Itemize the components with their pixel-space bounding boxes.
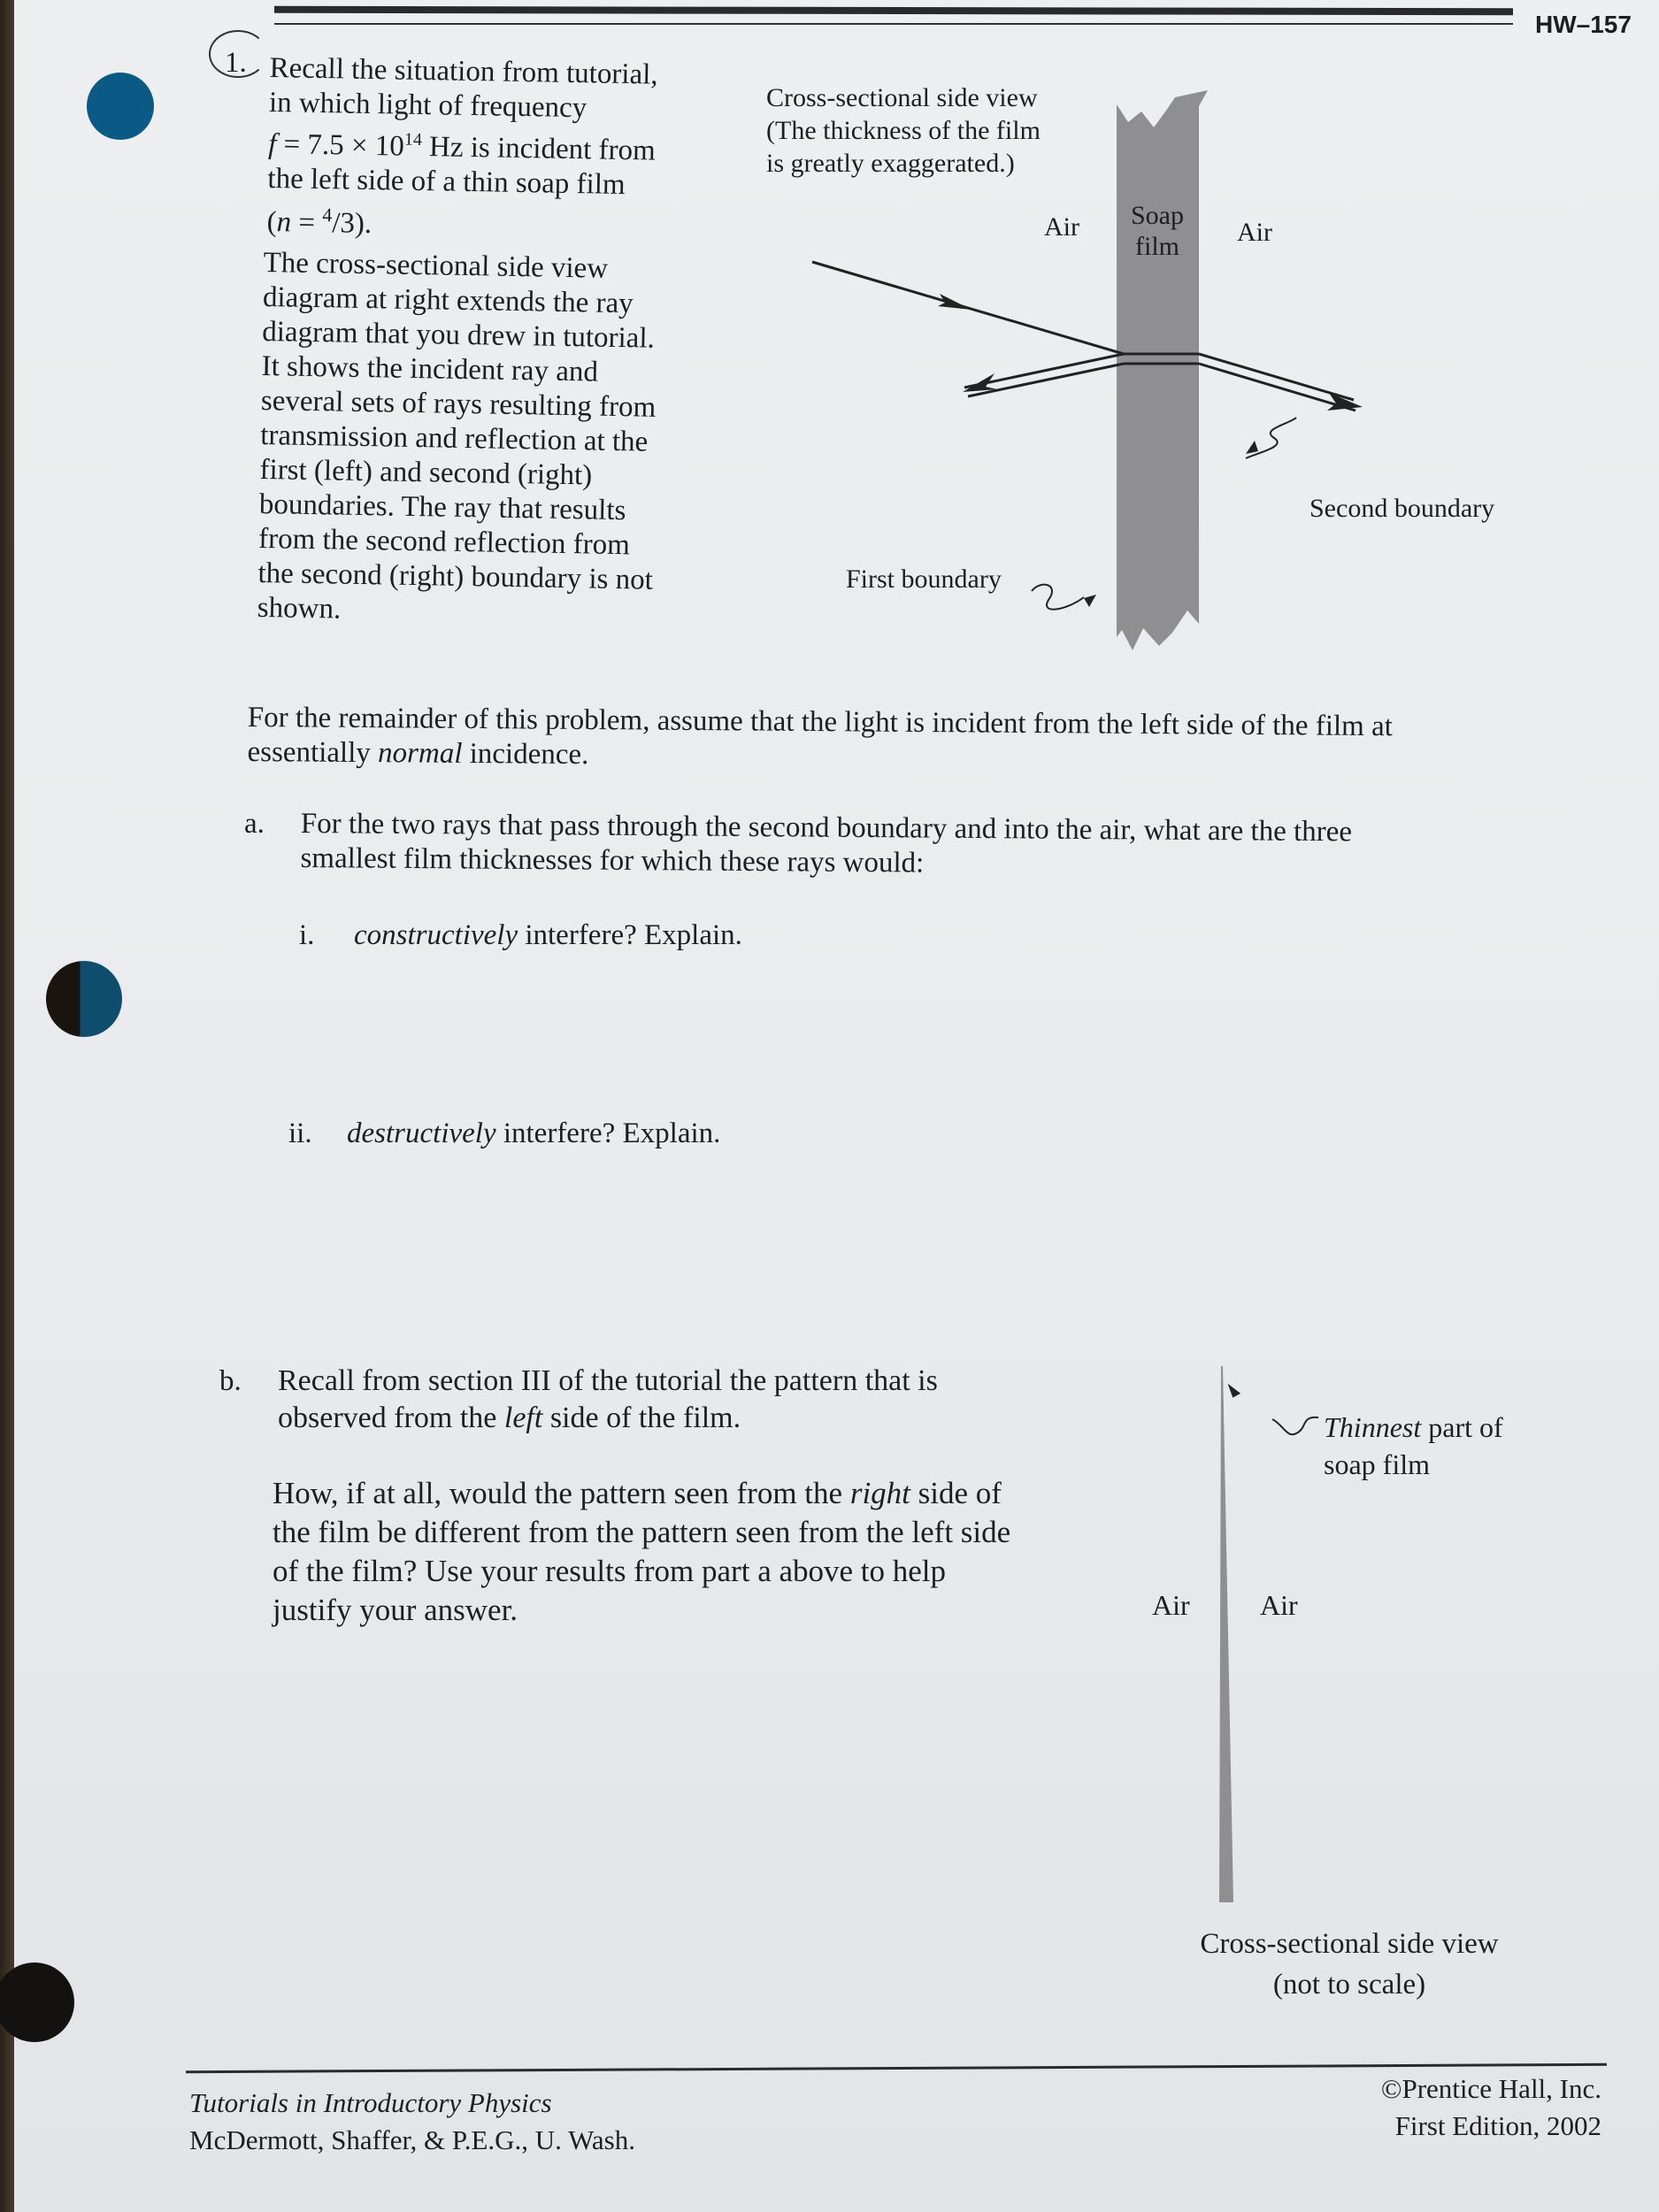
- part-a-ii-text: destructively interfere? Explain.: [347, 1118, 721, 1149]
- problem-number: 1.: [225, 47, 247, 79]
- remainder-line: For the remainder of this problem, assume that the light is incident from the left side of the film at: [247, 701, 1393, 743]
- second-boundary-label: Second boundary: [1310, 494, 1495, 523]
- caption-line: (not to scale): [1272, 1969, 1426, 2001]
- part-a-text: [300, 807, 1352, 884]
- caption-line: (The thickness of the film: [766, 116, 1041, 145]
- caption-line: Cross-sectional side view: [766, 83, 1038, 112]
- remainder-line-2: essentially normal incidence.: [247, 735, 589, 772]
- air-left-label-2: Air: [1152, 1589, 1190, 1621]
- part-b-text: [278, 1363, 938, 1437]
- part-b-line: Recall from section III of the tutorial the pattern that is: [278, 1364, 938, 1397]
- intro-text: [266, 51, 658, 247]
- intro-line-5: (n = $^4$/3).: [266, 204, 373, 241]
- book-title: Tutorials in Introductory Physics: [189, 2087, 552, 2118]
- footer-right: [1354, 2070, 1601, 2145]
- desc-line: several sets of rays resulting from: [260, 384, 657, 424]
- desc-line: transmission and reflection at the: [259, 419, 649, 458]
- part-b-q-line: of the film? Use your results from part a above to help: [273, 1554, 947, 1588]
- description-text: [257, 246, 659, 633]
- intro-line-4: the left side of a thin soap film: [267, 162, 626, 202]
- air-right-label-2: Air: [1260, 1589, 1298, 1621]
- desc-line: diagram that you drew in tutorial.: [261, 315, 656, 355]
- transmitted-ray-1: [1199, 354, 1354, 400]
- reflected-ray-2: [968, 364, 1124, 396]
- desc-line: diagram at right extends the ray: [262, 280, 634, 320]
- desc-line: from the second reflection from: [257, 522, 631, 562]
- thinnest-label-line-1: Thinnest part of: [1324, 1411, 1503, 1443]
- remainder-text: [247, 701, 1393, 779]
- part-b-question: [273, 1474, 1010, 1630]
- desc-line: boundaries. The ray that results: [258, 488, 626, 527]
- desc-line: The cross-sectional side view: [263, 246, 609, 285]
- authors: McDermott, Shaffer, & P.E.G., U. Wash.: [189, 2124, 635, 2155]
- diagram2-caption: [1177, 1924, 1522, 2005]
- part-b-line-2: observed from the left side of the film.: [278, 1402, 741, 1434]
- binder-edge: [0, 0, 14, 2212]
- soap-film-label-line: Soap: [1131, 201, 1184, 230]
- first-boundary-pointer: [1032, 585, 1084, 610]
- transmitted-arrowhead: [1327, 393, 1363, 411]
- intro-line-2: in which light of frequency: [268, 86, 588, 125]
- part-a-i-label: i.: [299, 919, 315, 951]
- second-boundary-arrowhead: [1246, 441, 1258, 454]
- desc-line: shown.: [257, 591, 342, 626]
- desc-line: first (left) and second (right): [259, 453, 593, 492]
- copyright: ©Prentice Hall, Inc.: [1380, 2073, 1601, 2104]
- part-b-q-line-1: How, if at all, would the pattern seen from the right side of: [273, 1476, 1002, 1510]
- footer-left: [189, 2085, 635, 2159]
- caption-line: is greatly exaggerated.): [766, 149, 1015, 178]
- first-boundary-label: First boundary: [846, 565, 1002, 594]
- header-rule: [274, 6, 1513, 15]
- header-rule-thin: [274, 23, 1513, 25]
- soap-film-label: [1131, 200, 1184, 262]
- desc-line: the second (right) boundary is not: [257, 557, 654, 596]
- punch-hole-top: [87, 73, 154, 140]
- thinnest-label-line: soap film: [1324, 1448, 1430, 1480]
- part-a-label: a.: [244, 808, 265, 840]
- thinnest-arrowhead: [1223, 1384, 1241, 1400]
- thinnest-pointer: [1272, 1417, 1318, 1435]
- part-b-q-line: justify your answer.: [273, 1593, 518, 1627]
- part-a-line: For the two rays that pass through the second boundary and into the air, what are the three: [300, 807, 1353, 849]
- first-boundary-arrowhead: [1084, 595, 1096, 607]
- transmitted-ray-2: [1199, 364, 1356, 411]
- part-a-line: smallest film thicknesses for which these rays would:: [300, 841, 925, 879]
- part-b-q-line: the film be different from the pattern seen from the left side: [273, 1515, 1011, 1549]
- air-left-label: Air: [1044, 212, 1079, 242]
- punch-hole-middle: [46, 961, 122, 1037]
- part-a-i-text: constructively interfere? Explain.: [354, 919, 742, 951]
- part-b-label: b.: [219, 1365, 242, 1397]
- air-right-label: Air: [1237, 218, 1272, 247]
- page-label: HW–157: [1535, 11, 1632, 38]
- edition: First Edition, 2002: [1394, 2110, 1601, 2141]
- thinnest-label: [1324, 1409, 1503, 1483]
- part-a-ii-label: ii.: [288, 1118, 312, 1149]
- intro-line-3: $f = 7.5 \times 10^{14}$ Hz is incident from: [267, 127, 657, 167]
- caption-line: Cross-sectional side view: [1200, 1928, 1499, 1960]
- soap-film: [1117, 90, 1208, 650]
- punch-hole-bottom: [0, 1962, 74, 2042]
- desc-line: It shows the incident ray and: [261, 349, 599, 388]
- soap-film-label-line: film: [1135, 232, 1179, 261]
- intro-line-1: Recall the situation from tutorial,: [269, 51, 658, 91]
- soap-film-wedge: [1219, 1366, 1233, 1902]
